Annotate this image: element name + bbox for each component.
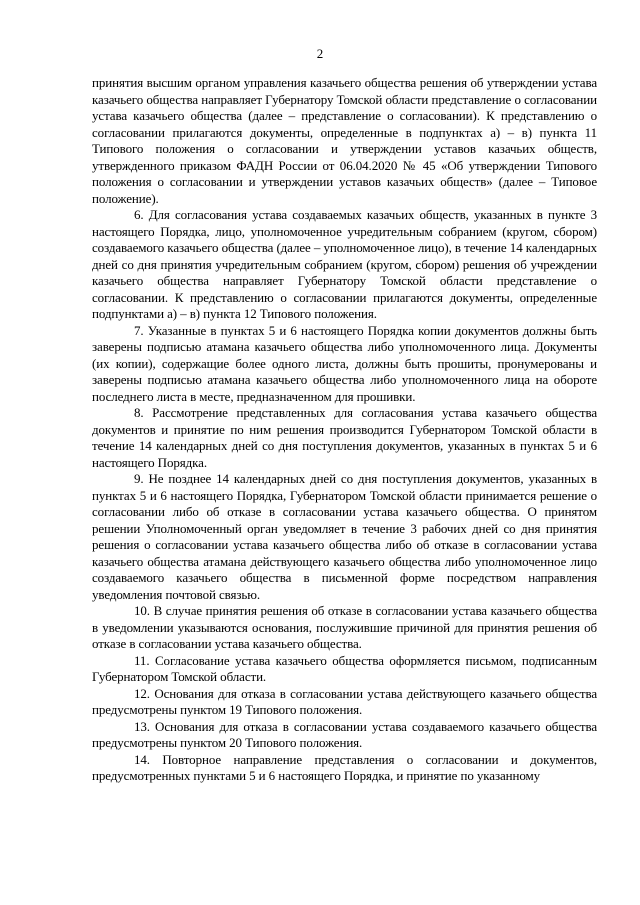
paragraph-13: 13. Основания для отказа в согласовании устава создаваемого казачьего общества предусмотрены пунктом 20 Типового положения. xyxy=(92,718,597,750)
paragraph-9: 9. Не позднее 14 календарных дней со дня поступления документов, указанных в пунктах 5 и 6 настоящего Порядка, Губернатором Томской области принимается решение о согласовании либо об отказе в согласовании устава казачьего общества. О принятом решении Уполномоченный орган уведомляет в течение 3 рабочих дней со дня принятия решения о согласовании устава казачьего общества либо об отказе в согласовании устава казачьего общества атамана действующего казачьего общества либо уполномоченное лицо создаваемого казачьего общества в письменной форме посредством направления уведомления почтовой связью. xyxy=(92,471,597,602)
paragraph-14: 14. Повторное направление представления о согласовании и документов, предусмотренных пунктами 5 и 6 настоящего Порядка, и принятие по указанному xyxy=(92,751,597,783)
paragraph-12: 12. Основания для отказа в согласовании устава действующего казачьего общества предусмотрены пунктом 19 Типового положения. xyxy=(92,685,597,717)
paragraph-10: 10. В случае принятия решения об отказе в согласовании устава казачьего общества в уведомлении указываются основания, послужившие причиной для принятия решения об отказе в согласовании устава казачьего общества. xyxy=(92,603,597,651)
paragraph-5-continuation: принятия высшим органом управления казачьего общества решения об утверждении устава казачьего общества направляет Губернатору Томской области представление о согласовании устава казачьего общества (далее – представление о согласовании). К представлению о согласовании прилагаются документы, определенные в подпунктах а) – в) пункта 11 Типового положения о согласовании и утверждении уставов казачьих обществ, утвержденного приказом ФАДН России от 06.04.2020 № 45 «Об утверждении Типового положения о согласовании и утверждении уставов казачьих обществ» (далее – Типовое положение). xyxy=(92,75,597,206)
page-number: 2 xyxy=(316,46,324,61)
document-body xyxy=(92,75,597,785)
paragraph-7: 7. Указанные в пунктах 5 и 6 настоящего Порядка копии документов должны быть заверены подписью атамана казачьего общества либо уполномоченного лица. Документы (их копии), содержащие более одного листа, должны быть прошиты, пронумерованы и заверены подписью атамана казачьего общества либо уполномоченного лица на обороте последнего листа в месте, предназначенном для прошивки. xyxy=(92,322,597,404)
paragraph-8: 8. Рассмотрение представленных для согласования устава казачьего общества документов и принятие по ним решения производится Губернатором Томской области в течение 14 календарных дней со дня поступления документов, указанных в пунктах 5 и 6 настоящего Порядка. xyxy=(92,405,597,470)
paragraph-11: 11. Согласование устава казачьего общества оформляется письмом, подписанным Губернатором Томской области. xyxy=(92,652,597,684)
paragraph-6: 6. Для согласования устава создаваемых казачьих обществ, указанных в пункте 3 настоящего Порядка, лицо, уполномоченное учредительным собранием (кругом, сбором) создаваемого казачьего общества (далее – уполномоченное лицо), в течение 14 календарных дней со дня принятия учредительным собранием (кругом, сбором) решения об учреждении казачьего общества направляет Губернатору Томской области представление о согласовании. К представлению о согласовании прилагаются документы, определенные подпунктами а) – в) пункта 12 Типового положения. xyxy=(92,207,597,321)
